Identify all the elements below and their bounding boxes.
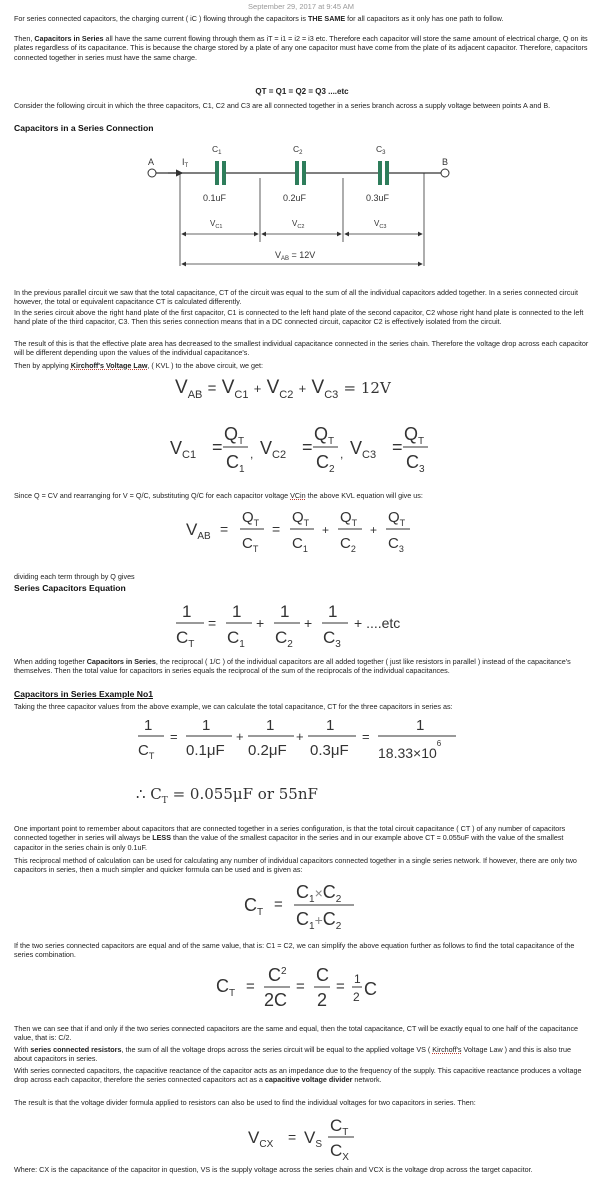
svg-text:C1×C2: $C_1^\times C_2$ — [296, 882, 342, 905]
capacitor-voltage-equations — [168, 422, 438, 478]
svg-text:1: 1 — [182, 602, 192, 621]
paragraph-apply-kvl: Then by applying Kirchoff's Voltage Law, ( KVL ) to the above circuit, we get: — [14, 361, 263, 370]
ct-result: ∴ $C_T = 0.055\mu F$ or 55nF — [136, 785, 318, 806]
kvl-equation: $V_{AB} = V_{C1} + V_{C2} + V_{C3} = 12V$ — [175, 377, 391, 401]
paragraph-reciprocal: When adding together Capacitors in Series, the reciprocal ( 1/C ) of the individual capacitors are all added together ( just like resistors in parallel ) instead of the capacitance's themselves. Then the total value for capacitors in series equals the reciprocal of the sum of the reciprocals of the individual capacitances. — [14, 657, 571, 676]
svg-text:=: = — [274, 896, 283, 913]
svg-text:VAB: $V_{AB}$ — [186, 520, 211, 542]
svg-text:QT: $Q_T$ — [404, 424, 425, 447]
capacitor-c3 — [378, 161, 382, 185]
voltage-divider-equation — [244, 1112, 374, 1164]
paragraph-consider-circuit: Consider the following circuit in which the three capacitors, C1, C2 and C3 are all connected together in a series branch across a supply voltage between points A and B. — [14, 101, 551, 110]
svg-text:QT: $Q_T$ — [340, 509, 358, 528]
c3-label: $C_3$ — [376, 144, 386, 156]
svg-text:C2: $C_2$ — [275, 628, 293, 650]
example-calculation-equation — [134, 712, 474, 766]
charge-equation: QT = Q1 = Q2 = Q3 ....etc — [255, 87, 349, 96]
heading-capacitors-series-connection: Capacitors in a Series Connection — [14, 123, 154, 133]
svg-text:CT: $C_T$ — [330, 1116, 349, 1138]
paragraph-half-capacitance: Then we can see that if and only if the two series connected capacitors are the same and equal, then the total capacitance, CT will be exactly equal to one half of the capacitance value, that is: C/2. — [14, 1024, 579, 1043]
svg-text:C3: $C_3$ — [323, 628, 341, 650]
svg-text:C2: $C^2$ — [268, 965, 287, 985]
paragraph-ct-less: One important point to remember about capacitors that are connected together in a series configuration, is that the total circuit capacitance ( CT ) of any number of capacitors connected together in series will always be LESS than the value of the smallest capacitor in the series and in our example above CT = 0.055uF with the value of the smallest capacitor in the series chain is only 0.1uF. — [14, 824, 566, 852]
svg-text:2: 2 — [317, 990, 328, 1010]
svg-text:VCX: $V_{CX}$ — [248, 1128, 274, 1150]
svg-text:C1: $C_1$ — [292, 535, 308, 554]
svg-text:1: 1 — [326, 717, 335, 734]
svg-text:+: + — [256, 615, 265, 631]
svg-text:,: , — [340, 447, 344, 461]
svg-text:QT: $Q_T$ — [388, 509, 406, 528]
svg-text:=: = — [296, 978, 305, 995]
paragraph-substitution: Since Q = CV and rearranging for V = Q/C, substituting Q/C for each capacitor voltage VCin the above KVL equation will give us: — [14, 491, 423, 500]
paragraph-parallel-comparison: In the previous parallel circuit we saw that the total capacitance, CT of the circuit was equal to the sum of all the individual capacitors added together. In a series connected circuit however, the total or equivalent capacitance CT is calculated differently. — [14, 288, 578, 307]
svg-text:CT: $C_T$ — [138, 742, 155, 761]
svg-text:C2: $C_2$ — [340, 535, 356, 554]
svg-text:=: = — [208, 615, 217, 631]
equal-capacitors-equation — [212, 962, 392, 1012]
paragraph-equal-capacitors: If the two series connected capacitors are equal and of the same value, that is: C1 = C2, we can simplify the above equation further as follows to find the total capacitance of the series combination. — [14, 941, 575, 960]
paragraph-plate-connection: In the series circuit above the right hand plate of the first capacitor, C1 is connected to the left hand plate of the second capacitor, C2 whose right hand plate is connected to the left hand plate of the third capacitor, C3. Then this series connection means that in a DC connected circuit, capacitor C2 is effectively isolated from the circuit. — [14, 308, 584, 327]
svg-text:0.3μF: 0.3μF — [310, 742, 349, 759]
paragraph-voltage-divider: The result is that the voltage divider formula applied to resistors can also be used to find the individual voltages for two capacitors in series. Then: — [14, 1098, 476, 1107]
svg-text:=: = — [302, 437, 313, 457]
svg-text:C1: $C_1$ — [226, 452, 245, 475]
svg-text:+: + — [296, 729, 304, 744]
svg-text:QT: $Q_T$ — [292, 509, 310, 528]
paragraph-example-intro: Taking the three capacitor values from the above example, we can calculate the total capacitance, CT for the three capacitors in series as: — [14, 702, 453, 711]
svg-text:=: = — [246, 978, 255, 995]
svg-text:VS: $V_S$ — [304, 1128, 323, 1150]
two-capacitor-equation — [240, 878, 370, 934]
svg-text:1: 1 — [202, 717, 211, 734]
c1-value: 0.1uF — [203, 193, 227, 203]
svg-text:1: 1 — [416, 717, 425, 734]
svg-text:=: = — [170, 729, 178, 744]
svg-text:+ ....etc: + ....etc — [354, 615, 401, 631]
svg-text:+: + — [304, 615, 313, 631]
svg-text:C: C — [364, 979, 377, 999]
svg-text:=: = — [392, 437, 403, 457]
paragraph-same-current: Then, Capacitors in Series all have the same current flowing through them as iT = i1 = i2 = i3 etc. Therefore each capacitor will store the same amount of electrical charge, Q on its plates regardless of its capacitance. This is because the charge stored by a plate of any one capacitor must have come from the plate of its adjacent capacitor. Therefore, capacitors connected together in series must have the same charge. — [14, 34, 588, 62]
paragraph-charging-current: For series connected capacitors, the charging current ( iC ) flowing through the capacitors is THE SAME for all capacitors as it only has one path to follow. — [14, 14, 504, 23]
svg-text:C1+C2: $C_1^+C_2$ — [296, 909, 342, 932]
svg-text:CT: $C_T$ — [244, 895, 264, 918]
vab-substituted-equation — [184, 504, 424, 564]
svg-text:VC1: $V_{C1}$ — [170, 438, 197, 461]
series-capacitors-equation — [172, 598, 442, 654]
capacitor-c1 — [215, 161, 219, 185]
svg-text:QT: $Q_T$ — [224, 424, 245, 447]
c2-label: $C_2$ — [293, 144, 303, 156]
vc2-label: $V_{C2}$ — [292, 219, 305, 230]
svg-text:CX: $C_X$ — [330, 1141, 349, 1163]
svg-text:CT: $C_T$ — [216, 976, 236, 999]
vc1-label: $V_{C1}$ — [210, 219, 223, 230]
vc3-label: $V_{C3}$ — [374, 219, 387, 230]
svg-text:QT: $Q_T$ — [242, 509, 260, 528]
svg-text:=: = — [220, 521, 229, 537]
current-label: $I_T$ — [182, 157, 189, 169]
c3-value: 0.3uF — [366, 193, 390, 203]
svg-text:=: = — [288, 1129, 297, 1145]
paragraph-reciprocal-method: This reciprocal method of calculation can be used for calculating any number of individual capacitors connected together in a single series network. If however, there are only two capacitors in series, then a much simpler and quicker formula can be used and is given as: — [14, 856, 577, 875]
svg-text:18.33×106: $18.33\times 10^6$ — [378, 739, 442, 761]
svg-text:CT: $C_T$ — [242, 535, 259, 554]
paragraph-plate-area: The result of this is that the effective plate area has decreased to the smallest individual capacitance connected in the series chain. Therefore the voltage drop across each capacitor will be different depending upon the values of the individual capacitance's. — [14, 339, 589, 358]
svg-text:=: = — [336, 978, 345, 995]
svg-text:C3: $C_3$ — [388, 535, 404, 554]
c1-label: $C_1$ — [212, 144, 222, 156]
svg-text:VC2: $V_{C2}$ — [260, 438, 287, 461]
paragraph-where-definitions: Where: CX is the capacitance of the capacitor in question, VS is the supply voltage across the series chain and VCX is the voltage drop across the target capacitor. — [14, 1165, 533, 1174]
svg-text:1: 1 — [328, 602, 338, 621]
svg-text:,: , — [250, 447, 254, 461]
svg-text:1: 1 — [354, 972, 361, 986]
svg-text:2: 2 — [353, 990, 360, 1004]
svg-text:C1: $C_1$ — [227, 628, 245, 650]
svg-text:0.2μF: 0.2μF — [248, 742, 287, 759]
c2-value: 0.2uF — [283, 193, 307, 203]
svg-text:1: 1 — [266, 717, 275, 734]
paragraph-capacitive-reactance: With series connected capacitors, the capacitive reactance of the capacitor acts as an impedance due to the frequency of the supply. This capacitive reactance produces a voltage drop across each capacitor, therefore the series connected capacitors act as a capacitive voltage divider network. — [14, 1066, 582, 1085]
svg-text:C3: $C_3$ — [406, 452, 425, 475]
svg-text:C: C — [316, 965, 329, 985]
node-a-label: A — [148, 157, 155, 167]
node-b-terminal — [441, 169, 449, 177]
svg-text:=: = — [362, 729, 370, 744]
svg-text:0.1μF: 0.1μF — [186, 742, 225, 759]
svg-text:1: 1 — [144, 717, 153, 734]
svg-text:1: 1 — [232, 602, 242, 621]
svg-text:+: + — [236, 729, 244, 744]
heading-series-capacitors-equation: Series Capacitors Equation — [14, 583, 126, 593]
paragraph-divide-by-q: dividing each term through by Q gives — [14, 572, 135, 581]
svg-text:+: + — [370, 523, 378, 537]
svg-text:QT: $Q_T$ — [314, 424, 335, 447]
svg-text:2C: 2C — [264, 990, 288, 1010]
node-b-label: B — [442, 157, 449, 167]
svg-text:=: = — [272, 521, 281, 537]
svg-text:CT: $C_T$ — [176, 628, 195, 650]
node-a-terminal — [148, 169, 156, 177]
paragraph-series-resistors: With series connected resistors, the sum of all the voltage drops across the series circuit will be equal to the applied voltage VS ( Kirchoff's Voltage Law ) and this is also true about capacitors in series. — [14, 1045, 571, 1064]
heading-example-no1: Capacitors in Series Example No1 — [14, 689, 153, 699]
svg-text:1: 1 — [280, 602, 290, 621]
capacitor-c2 — [295, 161, 299, 185]
series-circuit-diagram — [140, 138, 460, 268]
svg-text:+: + — [322, 523, 330, 537]
svg-text:=: = — [212, 437, 223, 457]
timestamp: September 29, 2017 at 9:45 AM — [248, 2, 354, 11]
vab-label: $V_{AB} = 12V$ — [275, 250, 316, 262]
svg-text:VC3: $V_{C3}$ — [350, 438, 377, 461]
svg-text:C2: $C_2$ — [316, 452, 335, 475]
